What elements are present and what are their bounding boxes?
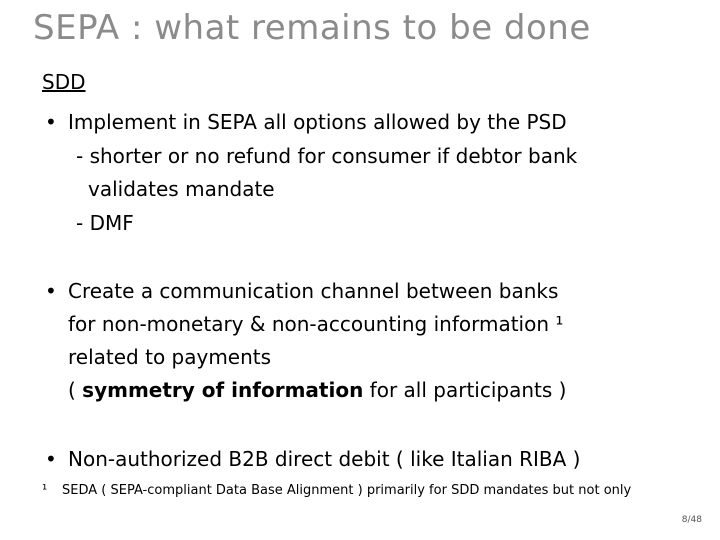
bullet-line: Create a communication channel between banks (68, 279, 559, 303)
footnote-text: SEDA ( SEPA-compliant Data Base Alignment ) primarily for SDD mandates but not only (62, 483, 632, 498)
bullet-marker: • (45, 110, 57, 134)
section-heading: SDD (42, 70, 86, 94)
page-number: 8/48 (681, 515, 702, 525)
bullet-line: for non-monetary & non-accounting information ¹ (68, 312, 564, 336)
emphasis-text: symmetry of information (82, 378, 364, 402)
footnote (42, 483, 631, 498)
bullet-subline: - DMF (76, 211, 134, 235)
paren-open: ( (68, 378, 83, 402)
bullet-line: Implement in SEPA all options allowed by the PSD (68, 110, 567, 134)
bullet-line: Non-authorized B2B direct debit ( like Italian RIBA ) (68, 447, 581, 471)
slide-title: SEPA : what remains to be done (33, 8, 591, 48)
bullet-marker: • (45, 447, 57, 471)
bullet-marker: • (45, 279, 57, 303)
footnote-mark: ¹ (42, 483, 48, 498)
bullet-line: related to payments (68, 345, 272, 369)
bullet-subline: - shorter or no refund for consumer if debtor bank (76, 144, 578, 168)
bullet-line (68, 378, 566, 402)
bullet-subline: validates mandate (88, 177, 275, 201)
line-suffix: for all participants ) (363, 378, 567, 402)
